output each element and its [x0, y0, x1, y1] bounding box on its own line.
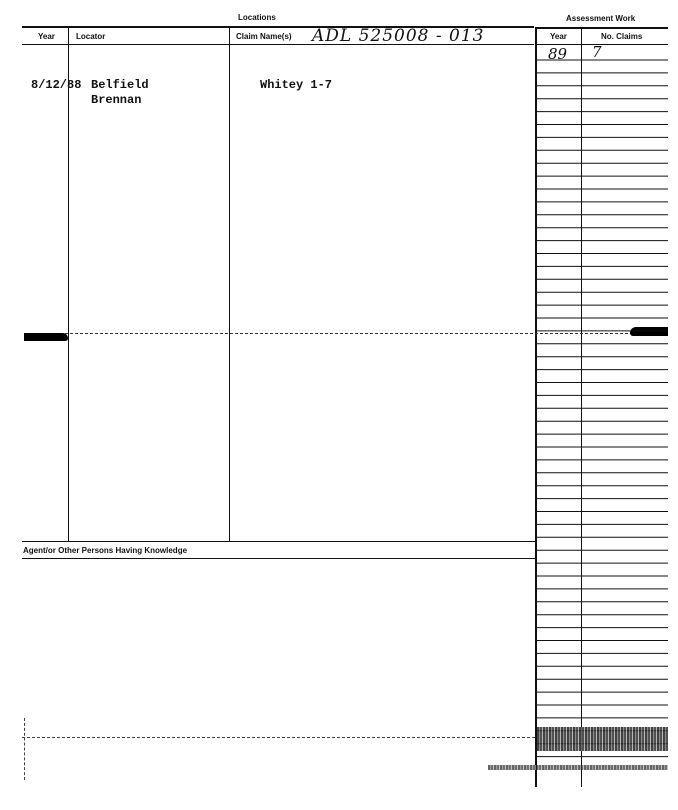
col-assess-year-header: Year — [550, 32, 567, 41]
entry-date: 8/12/88 — [31, 78, 82, 92]
scan-noise-block — [537, 727, 668, 751]
locator-name-1: Belfield — [91, 78, 149, 92]
col-no-claims-header: No. Claims — [601, 32, 643, 41]
claim-name: Whitey 1-7 — [260, 78, 333, 92]
locations-title: Locations — [238, 13, 276, 22]
assessment-claims-count: 7 — [592, 43, 602, 61]
agent-label: Agent/or Other Persons Having Knowledge — [23, 546, 188, 555]
left-edge-mark — [24, 718, 25, 780]
bottom-dashed-rule — [22, 737, 535, 738]
col-locator-header: Locator — [76, 32, 106, 41]
file-number: ADL 525008 - 013 — [312, 26, 485, 46]
assessment-work-title: Assessment Work — [566, 14, 636, 23]
scan-noise-strip — [488, 765, 668, 770]
col-claim-names-header: Claim Name(s) — [236, 32, 292, 41]
assessment-year: 89 — [548, 45, 568, 63]
locator-name-2: Brennan — [91, 93, 142, 107]
col-year-header: Year — [38, 32, 55, 41]
